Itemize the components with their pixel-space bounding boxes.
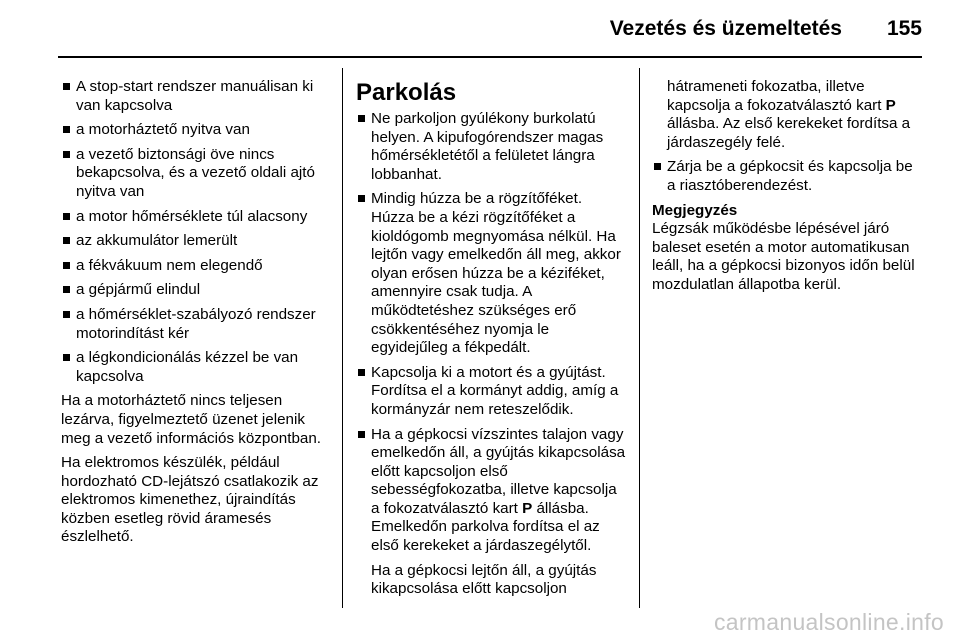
section-title: Parkolás (356, 79, 457, 106)
list-item-text: állásba. Emelkedőn parkolva fordítsa el az első kerekeket a járdaszegélytől. (371, 499, 600, 555)
list-item-text: Ha a gépkocsi vízszintes talajon vagy emelkedőn áll, a gyújtás kikapcsolása előtt kapcsoljon első sebességfokozatba, illetve kapcsolja a fokozatválasztó kart (371, 425, 626, 517)
header-title: Vezetés és üzemeltetés (609, 17, 842, 40)
list-item: a légkondicionálás kézzel be van kapcsolva (61, 349, 336, 386)
page-header (0, 0, 960, 58)
list-item: a motorháztető nyitva van (61, 121, 336, 140)
list-item: a fékvákuum nem elegendő (61, 257, 336, 276)
list-item: Mindig húzza be a rögzítőféket. Húzza be a kézi rögzítőféket a kioldógomb megnyomása nélkül. Ha lejtőn vagy emelkedőn áll meg, akkor olyan erősen húzza be a kéziféket, amennyire csak tudja. A működtetéshez szükséges erő csökkentéséhez nyomja le egyidejűleg a fékpedált. (356, 190, 628, 357)
list-item: Zárja be a gépkocsit és kapcsolja be a riasztóberendezést. (652, 158, 924, 195)
list-item-continuation (652, 78, 924, 152)
continuation-text: állásba. Az első kerekeket fordítsa a járdaszegély felé. (667, 115, 911, 151)
header-rule (58, 56, 922, 58)
list-item: a hőmérséklet-szabályozó rendszer motorindítást kér (61, 306, 336, 343)
gear-letter: P (885, 96, 896, 114)
list-item: Kapcsolja ki a motort és a gyújtást. Fordítsa el a kormányt addig, amíg a kormányzár nem reteszelődik. (356, 364, 628, 420)
column-left (61, 78, 336, 553)
list-item: A stop-start rendszer manuálisan ki van kapcsolva (61, 78, 336, 115)
note-title: Megjegyzés (652, 201, 738, 219)
list-item: a motor hőmérséklete túl alacsony (61, 208, 336, 227)
list-item: a gépjármű elindul (61, 281, 336, 300)
note-text: Légzsák működésbe lépésével járó baleset esetén a motor automatikusan leáll, ha a gépkocsi bizonyos időn belül mozdulatlan állapotba kerül. (652, 220, 915, 293)
list-item: az akkumulátor lemerült (61, 232, 336, 251)
list-item: a vezető biztonsági öve nincs bekapcsolva, és a vezető oldali ajtó nyitva van (61, 146, 336, 202)
column-right (652, 78, 924, 301)
continuation-text: hátrameneti fokozatba, illetve kapcsolja a fokozatválasztó kart (667, 78, 886, 114)
list-item: Ne parkoljon gyúlékony burkolatú helyen. A kipufogórendszer magas hőmérsékletétől a felületet lángra lobbanhat. (356, 110, 628, 184)
column-divider (342, 68, 343, 608)
page-number: 155 (886, 17, 922, 40)
gear-letter: P (522, 499, 533, 517)
list-item (356, 426, 628, 556)
column-divider (639, 68, 640, 608)
column-middle (356, 80, 628, 605)
list-item-continuation: Ha a gépkocsi lejtőn áll, a gyújtás kikapcsolása előtt kapcsoljon (371, 561, 597, 598)
paragraph: Ha elektromos készülék, például hordozható CD-lejátszó csatlakozik az elektromos kimenethez, újraindítás közben esetleg rövid áramesés észlelhető. (61, 454, 319, 546)
watermark: carmanualsonline.info (713, 609, 944, 635)
paragraph: Ha a motorháztető nincs teljesen lezárva, figyelmeztető üzenet jelenik meg a vezető információs központban. (61, 392, 322, 447)
